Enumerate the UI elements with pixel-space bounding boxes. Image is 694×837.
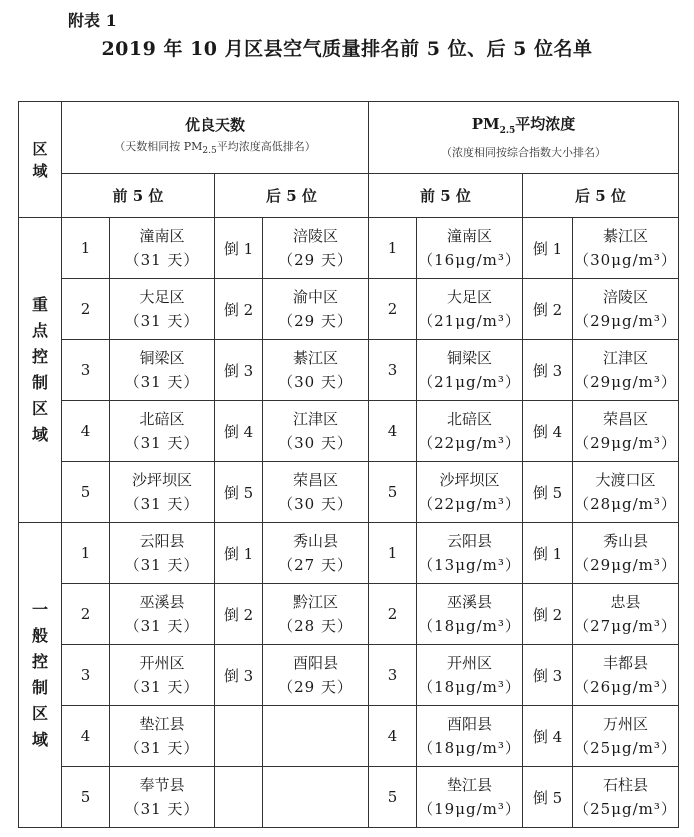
pm-bottom-entry	[573, 401, 679, 462]
good-top-rank: 3	[62, 645, 110, 706]
pm-bottom-value: （29μg/m³）	[574, 373, 677, 391]
pm-top-value: （19μg/m³）	[418, 800, 521, 818]
good-bottom-rank: 倒 1	[215, 218, 263, 279]
pm-bottom-value: （28μg/m³）	[574, 495, 677, 513]
region-header: 区 域	[32, 139, 48, 180]
pm-bottom-district: 万州区	[602, 715, 648, 733]
pm-top-rank: 1	[369, 523, 417, 584]
pm-bottom-value: （29μg/m³）	[574, 556, 677, 574]
pm-top-entry	[417, 645, 523, 706]
good-bottom-district: 秀山县	[292, 532, 338, 550]
pm-top-district: 沙坪坝区	[439, 471, 500, 489]
pm-top-district: 酉阳县	[446, 715, 492, 733]
table-row	[19, 462, 679, 523]
good-bottom-rank: 倒 2	[215, 584, 263, 645]
good-top-rank: 1	[62, 523, 110, 584]
pm-bottom-value: （26μg/m³）	[574, 678, 677, 696]
pm-bottom-value: （27μg/m³）	[574, 617, 677, 635]
pm-bottom-district: 丰都县	[602, 654, 648, 672]
good-top-entry	[110, 645, 215, 706]
pm-bottom-entry	[573, 645, 679, 706]
table-row	[19, 767, 679, 828]
good-bottom-entry	[263, 523, 369, 584]
pm-bottom-district: 忠县	[610, 593, 641, 611]
pm-bottom-rank: 倒 2	[523, 584, 573, 645]
good-top-rank: 4	[62, 706, 110, 767]
pm-top-district: 云阳县	[446, 532, 492, 550]
pm-bottom-entry	[573, 340, 679, 401]
good-bottom-entry	[263, 706, 369, 767]
good-bottom-entry	[263, 584, 369, 645]
document-title: 2019 年 10 月区县空气质量排名前 5 位、后 5 位名单	[101, 38, 593, 60]
pm-bottom-entry	[573, 706, 679, 767]
pm-top-rank: 3	[369, 645, 417, 706]
region-cell	[19, 218, 62, 523]
pm-top-entry	[417, 401, 523, 462]
pm-top-entry	[417, 584, 523, 645]
good-bottom-value: （29 天）	[278, 251, 353, 269]
pm-top-value: （22μg/m³）	[418, 434, 521, 452]
region-label: 重 点 控 制 区 域	[31, 295, 48, 444]
pm-top5-header: 前 5 位	[369, 174, 523, 218]
table-row	[19, 584, 679, 645]
good-top-value: （31 天）	[124, 251, 200, 269]
good-top-entry	[110, 584, 215, 645]
pm-bottom-rank: 倒 4	[523, 401, 573, 462]
pm-top-rank: 2	[369, 584, 417, 645]
table-row	[19, 645, 679, 706]
good-bottom-district: 江津区	[292, 410, 338, 428]
pm-top-rank: 5	[369, 767, 417, 828]
pm-bottom-rank: 倒 2	[523, 279, 573, 340]
pm-bottom-entry	[573, 767, 679, 828]
good-bottom-value: （27 天）	[278, 556, 353, 574]
good-bottom-rank: 倒 1	[215, 523, 263, 584]
good-top-entry	[110, 401, 215, 462]
pm-top-entry	[417, 523, 523, 584]
good-top-district: 开州区	[139, 654, 185, 672]
good-top-entry	[110, 523, 215, 584]
good-bottom-district: 渝中区	[292, 288, 338, 306]
good-bottom-rank: 倒 3	[215, 645, 263, 706]
pm-bottom-district: 石柱县	[602, 776, 648, 794]
pm-top-value: （18μg/m³）	[418, 617, 521, 635]
table-row	[19, 523, 679, 584]
table-row	[19, 279, 679, 340]
pm-top-district: 开州区	[446, 654, 492, 672]
pm-top-rank: 1	[369, 218, 417, 279]
pm-top-district: 大足区	[446, 288, 492, 306]
good-bottom-value: （29 天）	[278, 312, 353, 330]
good-top-rank: 1	[62, 218, 110, 279]
table-row	[19, 218, 679, 279]
attachment-label: 附表 1	[68, 11, 117, 30]
good-top-value: （31 天）	[124, 312, 200, 330]
pm-top-value: （21μg/m³）	[418, 373, 521, 391]
pm-bottom-entry	[573, 462, 679, 523]
pm25-header-cell	[369, 102, 679, 174]
good-bottom5-header: 后 5 位	[215, 174, 369, 218]
pm-top-entry	[417, 279, 523, 340]
good-bottom-district: 綦江区	[292, 349, 338, 367]
pm-bottom-rank: 倒 5	[523, 462, 573, 523]
good-top-value: （31 天）	[124, 373, 200, 391]
good-top-entry	[110, 279, 215, 340]
good-top-district: 垫江县	[139, 715, 185, 733]
pm-top-rank: 4	[369, 706, 417, 767]
pm-top-district: 巫溪县	[446, 593, 492, 611]
pm-bottom-value: （25μg/m³）	[574, 739, 677, 757]
good-top-value: （31 天）	[124, 739, 200, 757]
good-bottom-value: （30 天）	[278, 373, 353, 391]
pm-top-value: （18μg/m³）	[418, 739, 521, 757]
good-top-district: 沙坪坝区	[131, 471, 192, 489]
good-bottom-rank: 倒 2	[215, 279, 263, 340]
good-top-district: 奉节县	[139, 776, 185, 794]
pm-top-district: 垫江县	[446, 776, 492, 794]
good-top5-header: 前 5 位	[62, 174, 215, 218]
good-bottom-rank: 倒 4	[215, 401, 263, 462]
pm-top-value: （21μg/m³）	[418, 312, 521, 330]
good-top-entry	[110, 462, 215, 523]
good-bottom-rank	[215, 767, 263, 828]
good-bottom-value: （29 天）	[278, 678, 353, 696]
good-top-entry	[110, 340, 215, 401]
good-top-value: （31 天）	[124, 617, 200, 635]
pm-top-value: （13μg/m³）	[418, 556, 521, 574]
good-top-district: 大足区	[139, 288, 185, 306]
pm-bottom-district: 綦江区	[602, 227, 648, 245]
pm-bottom-district: 秀山县	[602, 532, 648, 550]
good-top-value: （31 天）	[124, 678, 200, 696]
good-top-rank: 5	[62, 767, 110, 828]
pm-bottom-district: 荣昌区	[602, 410, 648, 428]
good-bottom-entry	[263, 279, 369, 340]
pm-bottom-entry	[573, 523, 679, 584]
good-bottom-district: 荣昌区	[292, 471, 338, 489]
good-bottom-entry	[263, 218, 369, 279]
good-top-district: 潼南区	[139, 227, 185, 245]
pm-top-value: （16μg/m³）	[418, 251, 521, 269]
good-bottom-entry	[263, 462, 369, 523]
good-top-rank: 3	[62, 340, 110, 401]
pm25-header: $PM_{2.5}$平均浓度	[471, 115, 576, 136]
subheader-row	[19, 174, 679, 218]
pm-bottom-entry	[573, 218, 679, 279]
pm-bottom-value: （30μg/m³）	[574, 251, 677, 269]
pm-top-rank: 2	[369, 279, 417, 340]
good-bottom-entry	[263, 401, 369, 462]
pm-bottom-entry	[573, 279, 679, 340]
pm-bottom-rank: 倒 4	[523, 706, 573, 767]
pm-bottom5-header: 后 5 位	[523, 174, 679, 218]
good-bottom-rank: 倒 3	[215, 340, 263, 401]
ranking-table	[18, 101, 679, 828]
good-bottom-entry	[263, 645, 369, 706]
good-top-rank: 4	[62, 401, 110, 462]
pm-top-rank: 5	[369, 462, 417, 523]
pm-top-entry	[417, 706, 523, 767]
pm-top-rank: 4	[369, 401, 417, 462]
table-row	[19, 340, 679, 401]
good-bottom-value: （30 天）	[278, 495, 353, 513]
good-days-header: 优良天数	[184, 116, 245, 135]
pm-bottom-district: 江津区	[602, 349, 648, 367]
header-row	[19, 102, 679, 174]
good-top-entry	[110, 767, 215, 828]
good-top-rank: 5	[62, 462, 110, 523]
good-top-district: 铜梁区	[139, 349, 185, 367]
good-bottom-entry	[263, 340, 369, 401]
pm-top-value: （18μg/m³）	[418, 678, 521, 696]
region-label: 一 般 控 制 区 域	[31, 600, 48, 749]
table-body	[19, 218, 679, 828]
good-bottom-rank	[215, 706, 263, 767]
region-cell	[19, 523, 62, 828]
pm-top-entry	[417, 462, 523, 523]
good-top-value: （31 天）	[124, 556, 200, 574]
pm-top-entry	[417, 340, 523, 401]
pm-top-district: 铜梁区	[446, 349, 492, 367]
good-top-value: （31 天）	[124, 495, 200, 513]
good-bottom-district: 酉阳县	[292, 654, 338, 672]
pm-top-entry	[417, 767, 523, 828]
good-top-district: 云阳县	[139, 532, 185, 550]
table-row	[19, 401, 679, 462]
pm-bottom-value: （29μg/m³）	[574, 434, 677, 452]
pm-bottom-rank: 倒 3	[523, 645, 573, 706]
good-bottom-rank: 倒 5	[215, 462, 263, 523]
pm-bottom-rank: 倒 3	[523, 340, 573, 401]
good-top-entry	[110, 218, 215, 279]
good-top-entry	[110, 706, 215, 767]
pm-bottom-entry	[573, 584, 679, 645]
good-top-district: 北碚区	[139, 410, 185, 428]
good-days-header-cell	[62, 102, 369, 174]
good-top-value: （31 天）	[124, 434, 200, 452]
good-bottom-value: （28 天）	[278, 617, 353, 635]
good-top-district: 巫溪县	[139, 593, 185, 611]
pm-top-district: 北碚区	[446, 410, 492, 428]
pm-bottom-rank: 倒 1	[523, 218, 573, 279]
pm25-note: （浓度相同按综合指数大小排名）	[441, 146, 606, 159]
pm-bottom-district: 涪陵区	[602, 288, 648, 306]
good-bottom-district: 黔江区	[292, 593, 338, 611]
table-row	[19, 706, 679, 767]
good-top-value: （31 天）	[124, 800, 200, 818]
good-top-rank: 2	[62, 279, 110, 340]
pm-top-entry	[417, 218, 523, 279]
region-header-cell	[19, 102, 62, 218]
pm-bottom-rank: 倒 1	[523, 523, 573, 584]
good-bottom-district: 涪陵区	[292, 227, 338, 245]
good-bottom-value: （30 天）	[278, 434, 353, 452]
pm-top-rank: 3	[369, 340, 417, 401]
pm-top-value: （22μg/m³）	[418, 495, 521, 513]
pm-bottom-rank: 倒 5	[523, 767, 573, 828]
good-top-rank: 2	[62, 584, 110, 645]
pm-bottom-value: （29μg/m³）	[574, 312, 677, 330]
pm-bottom-value: （25μg/m³）	[574, 800, 677, 818]
good-bottom-entry	[263, 767, 369, 828]
good-days-note: （天数相同按 $PM_{2.5}$平均浓度高低排名）	[114, 140, 316, 157]
pm-top-district: 潼南区	[446, 227, 492, 245]
pm-bottom-district: 大渡口区	[595, 471, 656, 489]
